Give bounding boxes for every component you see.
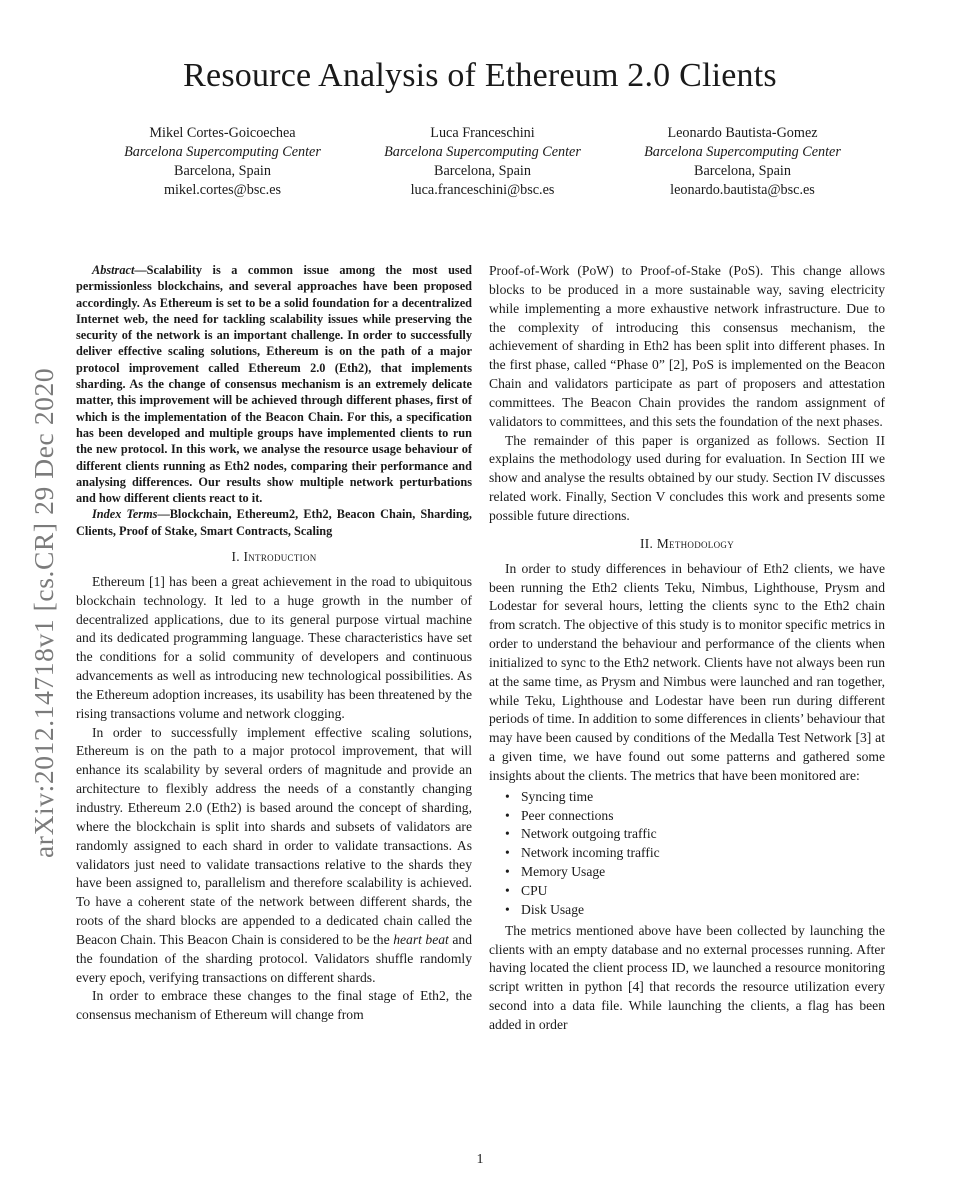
author-name: Mikel Cortes-Goicoechea — [149, 125, 296, 141]
author-email: mikel.cortes@bsc.es — [163, 182, 282, 198]
section-title: Methodology — [656, 535, 735, 551]
author-location: Barcelona, Spain — [434, 163, 531, 179]
intro-paragraph-4: The remainder of this paper is organized as follows. Section II explains the methodology used during for evaluation. In Section III we show and analyse the results obtained by our study. Section IV discusses related work. Finally, Section V concludes this work and presents some possible future directions. — [489, 432, 885, 523]
author-name: Leonardo Bautista-Gomez — [667, 125, 818, 141]
author-email: leonardo.bautista@bsc.es — [670, 182, 815, 198]
intro-paragraph-1: Ethereum [1] has been a great achievement in the road to ubiquitous blockchain technology. It led to a huge growth in the number of decentralized applications, due to its general purpose virtual machine and its dedicated programming language. These characteristics have set the conditions for a solid community of developers and continuous advancements as well as introducing new technological possibilities. As the Ethereum adoption increases, its usability has been threatened by the rising transactions volume and network clogging. — [76, 573, 472, 721]
intro-p2-part-a: In order to successfully implement effective scaling solutions, Ethereum is on the path to a major protocol improvement, that will enhance its scalability by several orders of magnitude and provide an architecture to flexibly address the needs of a constantly changing industry. Ethereum 2.0 (Eth2) is based around the concept of sharding, where the blockchain is split into shards and subsets of validators are randomly assigned to each shard in order to validate transactions. As validators just need to validate transactions relative to the shards they have been assigned to, parallelism and therefore scalability is achieved. To have a coherent state of the network between different shards, the roots of the shard blocks are appended to a dedicated chain called the Beacon Chain. This Beacon Chain is considered to be the — [76, 724, 472, 947]
author-location: Barcelona, Spain — [694, 163, 791, 179]
author-affiliation: Barcelona Supercomputing Center — [124, 144, 321, 160]
intro-p2-emphasis: heart beat — [393, 931, 449, 947]
list-item: • Peer connections — [521, 807, 885, 826]
author-affiliation: Barcelona Supercomputing Center — [384, 144, 581, 160]
author-location: Barcelona, Spain — [174, 163, 271, 179]
abstract-text: —Scalability is a common issue among the most used permissionless blockchains, and several approaches have been proposed accordingly. As Ethereum is set to be a solid foundation for a decentralized Internet web, the need for tackling scalability issues while preserving the security of the network is an important challenge. In order to successfully deliver effective scaling solutions, Ethereum is on the path of a major protocol improvement called Ethereum 2.0 (Eth2), that implements sharding. As the change of consensus mechanism is an extremely delicate matter, this improvement will be achieved through different phases, first of which is the implementation of the Beacon Chain. For this, a specification has been developed and multiple groups have implemented clients to run the new protocol. In this work, we analyse the resource usage behaviour of different clients running as Eth2 nodes, comparing their performance and analysing differences. Our results show multiple network perturbations and how different clients react to it. — [76, 263, 472, 506]
list-item: • Memory Usage — [521, 863, 885, 882]
list-item: • CPU — [521, 882, 885, 901]
author-2 — [355, 124, 610, 200]
intro-p2-part-b: and the foundation of the sharding protocol. Validators shuffle randomly every epoch, verifying transactions on different shards. — [76, 931, 473, 985]
abstract-label: Abstract — [92, 263, 135, 277]
author-email: luca.franceschini@bsc.es — [410, 182, 555, 198]
method-paragraph-2: The metrics mentioned above have been collected by launching the clients with an empty database and no external processes running. After having located the client process ID, we launched a resource monitoring script written in python [4] that records the resource utilization every second into a data file. While launching the clients, a flag has been added in order — [489, 922, 885, 1032]
page-number: 1 — [476, 1152, 484, 1167]
index-terms — [76, 506, 472, 539]
author-1 — [95, 124, 350, 200]
intro-paragraph-3-continued: Proof-of-Work (PoW) to Proof-of-Stake (PoS). This change allows blocks to be produced in a more sustainable way, saving electricity while implementing a more exhaustive network infrastructure. Due to the complexity of introducing this consensus mechanism, the achievement of sharding in Eth2 has been split into different phases. In the first phase, called “Phase 0” [2], PoS is implemented on the Beacon Chain and validators participate as part of proposers and attestation committees. The Beacon Chain provides the random assignment of validators to committees, and this sets the foundation of the next phases. — [489, 263, 885, 429]
author-3 — [615, 124, 870, 200]
list-item: • Network outgoing traffic — [521, 825, 885, 844]
right-column — [489, 262, 885, 1035]
abstract — [76, 262, 472, 506]
author-name: Luca Franceschini — [430, 125, 535, 141]
paper-title: Resource Analysis of Ethereum 2.0 Clients — [183, 57, 777, 94]
list-item: • Disk Usage — [521, 901, 885, 920]
section-heading-methodology — [489, 535, 885, 554]
intro-paragraph-2 — [76, 724, 472, 988]
index-terms-text: —Blockchain, Ethereum2, Eth2, Beacon Chain, Sharding, Clients, Proof of Stake, Smart Contracts, Scaling — [76, 507, 472, 538]
list-item: • Network incoming traffic — [521, 844, 885, 863]
intro-paragraph-3: In order to embrace these changes to the final stage of Eth2, the consensus mechanism of Ethereum will change from — [76, 988, 472, 1023]
section-numeral: II. — [639, 535, 657, 551]
index-terms-label: Index Terms — [92, 507, 158, 522]
left-column — [76, 262, 472, 1025]
list-item: • Syncing time — [521, 788, 885, 807]
arxiv-stamp: arXiv:2012.14718v1 [cs.CR] 29 Dec 2020 — [28, 367, 59, 858]
section-numeral: I. — [231, 549, 244, 565]
author-block — [95, 124, 870, 200]
section-heading-introduction — [76, 548, 472, 567]
method-paragraph-1: In order to study differences in behaviour of Eth2 clients, we have been running the Eth2 clients Teku, Nimbus, Lighthouse, Prysm and Lodestar for several hours, letting the clients sync to the Eth2 chain from scratch. The objective of this study is to monitor specific metrics in order to understand the behaviour and performance of the clients when initialized to sync to the Eth2 network. Clients have not always been run at the same time, as Prysm and Nimbus were launched and ran together, while Teku, Lighthouse and Lodestar have been run during different periods of time. In addition to some differences in clients’ behaviour that may have been caused by conditions of the Medalla Test Network [3] at a given time, we have found out some patterns and gathered some insights about the clients. The metrics that have been monitored are: — [489, 560, 885, 783]
metrics-list — [489, 788, 885, 920]
author-affiliation: Barcelona Supercomputing Center — [644, 144, 841, 160]
section-title: Introduction — [243, 549, 317, 565]
